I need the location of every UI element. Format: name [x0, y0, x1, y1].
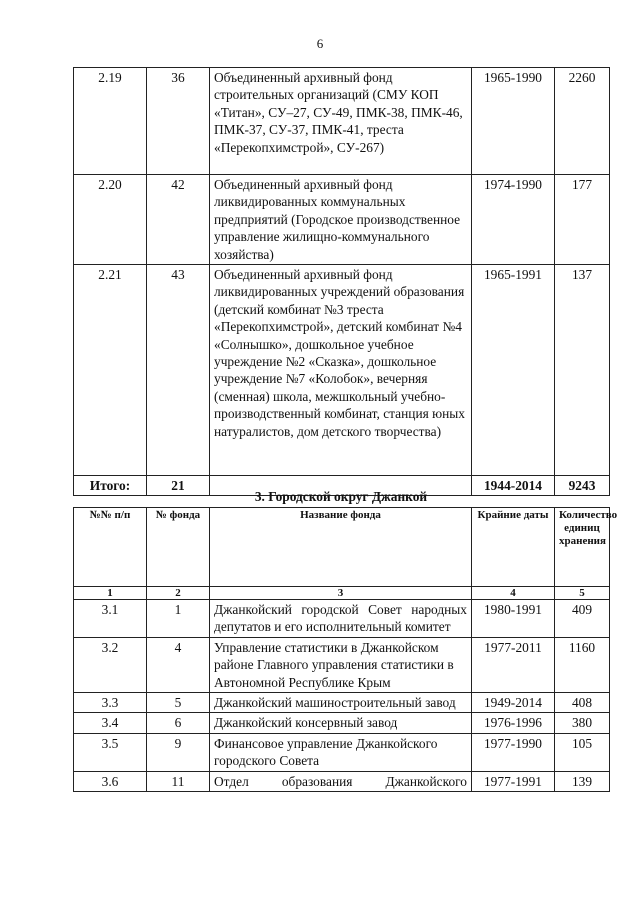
row-number: 3.3: [74, 693, 147, 713]
fond-name: Объединенный архивный фонд ликвидированных учреждений образования (детский комбинат №3 треста «Перекопхимстрой», детский комбинат №4 «Солнышко», дошкольное учебное учреждение №2 «Сказка», дошкольное учреждение №7 «Колобок», вечерняя (сменная) школа, межшкольный учебно-производственный комбинат, станция юных натуралистов, дом детского творчества): [210, 265, 472, 476]
row-number: 3.1: [74, 600, 147, 638]
row-number: 3.5: [74, 733, 147, 771]
column-number: 1: [74, 587, 147, 600]
date-range: 1974-1990: [472, 175, 555, 265]
table-row: [74, 68, 610, 175]
column-number: 3: [210, 587, 472, 600]
row-number: 2.21: [74, 265, 147, 476]
header-row: [74, 508, 610, 587]
fond-number: 6: [147, 713, 210, 733]
total-label: Итого:: [74, 476, 147, 496]
storage-units: 1160: [555, 637, 610, 692]
fond-number: 4: [147, 637, 210, 692]
fond-number: 36: [147, 68, 210, 175]
table-row: [74, 637, 610, 692]
table-row: [74, 265, 610, 476]
fond-number: 43: [147, 265, 210, 476]
storage-units: 2260: [555, 68, 610, 175]
date-range: 1977-2011: [472, 637, 555, 692]
table-row: [74, 600, 610, 638]
storage-units: 409: [555, 600, 610, 638]
row-number: 3.6: [74, 771, 147, 791]
table-row: [74, 713, 610, 733]
header-storage-units: Количество единиц хранения: [555, 508, 610, 587]
fond-number: 5: [147, 693, 210, 713]
fond-name: Джанкойский консервный завод: [210, 713, 472, 733]
fond-name: Джанкойский городской Совет народных депутатов и его исполнительный комитет: [210, 600, 472, 638]
fond-name: Объединенный архивный фонд ликвидированных коммунальных предприятий (Городское производственное управление жилищно-коммунального хозяйства): [210, 175, 472, 265]
header-fond-name: Название фонда: [210, 508, 472, 587]
archive-table-continued: [73, 67, 610, 496]
total-date-range: 1944-2014: [472, 476, 555, 496]
header-fond-number: № фонда: [147, 508, 210, 587]
column-number: 5: [555, 587, 610, 600]
date-range: 1976-1996: [472, 713, 555, 733]
fond-name: Управление статистики в Джанкойском районе Главного управления статистики в Автономной Республике Крым: [210, 637, 472, 692]
row-number: 2.20: [74, 175, 147, 265]
date-range: 1977-1991: [472, 771, 555, 791]
column-number: 2: [147, 587, 210, 600]
header-date-range: Крайние даты: [472, 508, 555, 587]
fond-name: Объединенный архивный фонд строительных организаций (СМУ КОП «Титан», СУ–27, СУ-49, ПМК-38, ПМК-46, ПМК-37, СУ-37, ПМК-41, треста «Перекопхимстрой», СУ-267): [210, 68, 472, 175]
row-number: 3.4: [74, 713, 147, 733]
total-fond-count: 21: [147, 476, 210, 496]
date-range: 1949-2014: [472, 693, 555, 713]
table-row: [74, 175, 610, 265]
header-row-number: №№ п/п: [74, 508, 147, 587]
storage-units: 380: [555, 713, 610, 733]
storage-units: 408: [555, 693, 610, 713]
page-number: 6: [316, 36, 324, 51]
storage-units: 137: [555, 265, 610, 476]
table-row: [74, 733, 610, 771]
fond-name: Отдел образования Джанкойского: [210, 771, 472, 791]
storage-units: 139: [555, 771, 610, 791]
date-range: 1977-1990: [472, 733, 555, 771]
row-number: 2.19: [74, 68, 147, 175]
storage-units: 177: [555, 175, 610, 265]
date-range: 1965-1991: [472, 265, 555, 476]
date-range: 1965-1990: [472, 68, 555, 175]
fond-number: 11: [147, 771, 210, 791]
fond-name: Джанкойский машиностроительный завод: [210, 693, 472, 713]
total-storage-units: 9243: [555, 476, 610, 496]
table-row: [74, 771, 610, 791]
row-number: 3.2: [74, 637, 147, 692]
table-row: [74, 693, 610, 713]
section-title: 3. Городской округ Джанкой: [254, 489, 428, 504]
fond-number: 1: [147, 600, 210, 638]
fond-name: Финансовое управление Джанкойского городского Совета: [210, 733, 472, 771]
date-range: 1980-1991: [472, 600, 555, 638]
fond-number: 42: [147, 175, 210, 265]
column-number: 4: [472, 587, 555, 600]
storage-units: 105: [555, 733, 610, 771]
fond-number: 9: [147, 733, 210, 771]
archive-table-dzhankoy: [73, 507, 618, 792]
column-number-row: [74, 587, 610, 600]
